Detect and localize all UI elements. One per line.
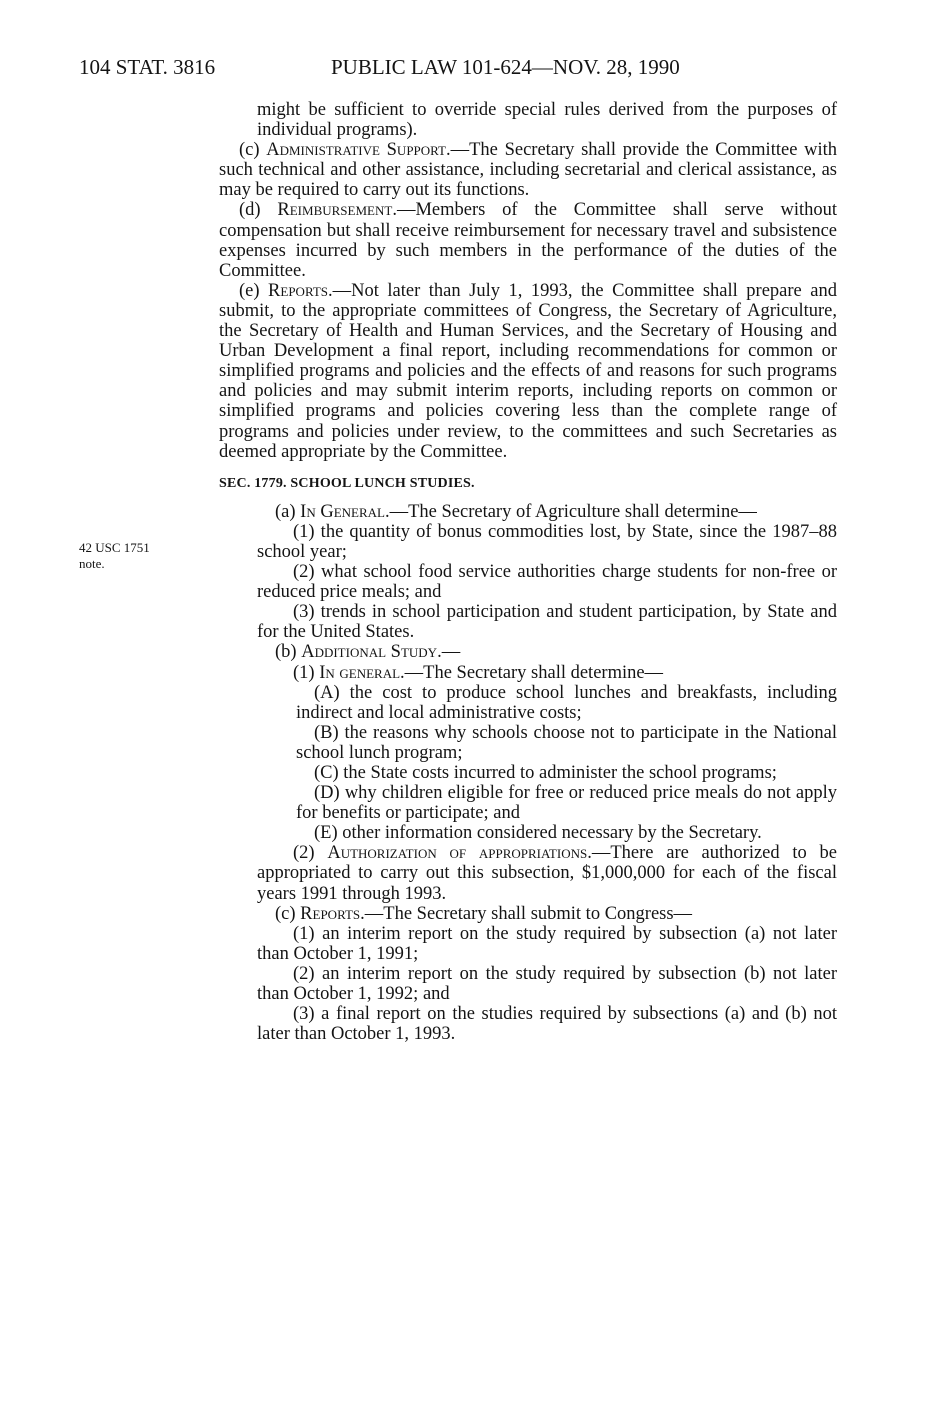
section-heading: SEC. 1779. SCHOOL LUNCH STUDIES.	[219, 475, 475, 491]
page-header	[79, 55, 680, 80]
paragraph-c: (c) Administrative Support.—The Secretary shall provide the Committee with such technical and other assistance, including secretarial and clerical assistance, as may be required to carry out its functions.	[219, 140, 837, 201]
subsection-a: (a) In General.—The Secretary of Agriculture shall determine—	[275, 501, 757, 522]
clause-bE: (E) other information considered necessary by the Secretary.	[314, 823, 762, 844]
paragraph-a2: (2) what school food service authorities charge students for non-free or reduced price meals; and	[257, 562, 837, 603]
subsection-title: Reports	[300, 903, 361, 924]
subsection-title: In General	[300, 501, 385, 522]
margin-note	[79, 540, 199, 572]
usc-citation: 42 USC 1751	[79, 540, 150, 555]
paragraph-b2: (2) Authorization of appropriations.—There are authorized to be appropriated to carry out this subsection, $1,000,000 for each of the fiscal years 1991 through 1993.	[257, 843, 837, 904]
subsection-title: Administrative Support	[266, 140, 446, 161]
paragraph-c3: (3) a final report on the studies required by subsections (a) and (b) not later than October 1, 1993.	[257, 1004, 837, 1045]
paragraph-a1: (1) the quantity of bonus commodities lost, by State, since the 1987–88 school year;	[257, 521, 837, 562]
paragraph-e: (e) Reports.—Not later than July 1, 1993, the Committee shall prepare and submit, to the appropriate committees of Congress, the Secretary of Agriculture, the Secretary of Health and Human Services, and the Secretary of Housing and Urban Development a final report, including recommendations for common or simplified programs and policies and the effects of and reasons for such programs and policies and may submit interim reports, including reports on common or simplified programs and policies covering less than the complete range of programs and policies under review, to the committees and such Secretaries as deemed appropriate by the Committee.	[219, 280, 837, 462]
subsection-b: (b) Additional Study.—	[275, 642, 461, 663]
body-text	[219, 100, 837, 1044]
subsection-title: Additional Study	[301, 642, 438, 663]
paragraph-title: Authorization of appropriations	[327, 843, 588, 864]
subsection-c: (c) Reports.—The Secretary shall submit to Congress—	[275, 903, 693, 924]
clause-bC: (C) the State costs incurred to administer the school programs;	[314, 763, 777, 783]
clause-bD: (D) why children eligible for free or reduced price meals do not apply for benefits or participate; and	[296, 783, 837, 824]
paragraph-title: In general	[319, 662, 401, 683]
clause-bB: (B) the reasons why schools choose not to participate in the National school lunch program;	[296, 722, 837, 763]
usc-note: note.	[79, 556, 105, 571]
paragraph-continuation: might be sufficient to override special rules derived from the purposes of individual programs).	[257, 100, 837, 141]
paragraph-c2: (2) an interim report on the study required by subsection (b) not later than October 1, 1992; and	[257, 963, 837, 1005]
paragraph-d: (d) Reimbursement.—Members of the Committee shall serve without compensation but shall receive reimbursement for necessary travel and subsistence expenses incurred by such members in the performance of the duties of the Committee.	[219, 200, 837, 281]
paragraph-b1: (1) In general.—The Secretary shall determine—	[293, 662, 664, 683]
paragraph-c1: (1) an interim report on the study required by subsection (a) not later than October 1, 1991;	[257, 923, 837, 964]
law-citation: PUBLIC LAW 101-624—NOV. 28, 1990	[331, 55, 680, 79]
clause-bA: (A) the cost to produce school lunches and breakfasts, including indirect and local administrative costs;	[296, 682, 837, 723]
paragraph-a3: (3) trends in school participation and student participation, by State and for the United States.	[257, 602, 837, 643]
stat-page-number: 104 STAT. 3816	[79, 55, 216, 79]
subsection-title: Reports	[268, 280, 329, 301]
subsection-title: Reimbursement	[277, 200, 393, 221]
